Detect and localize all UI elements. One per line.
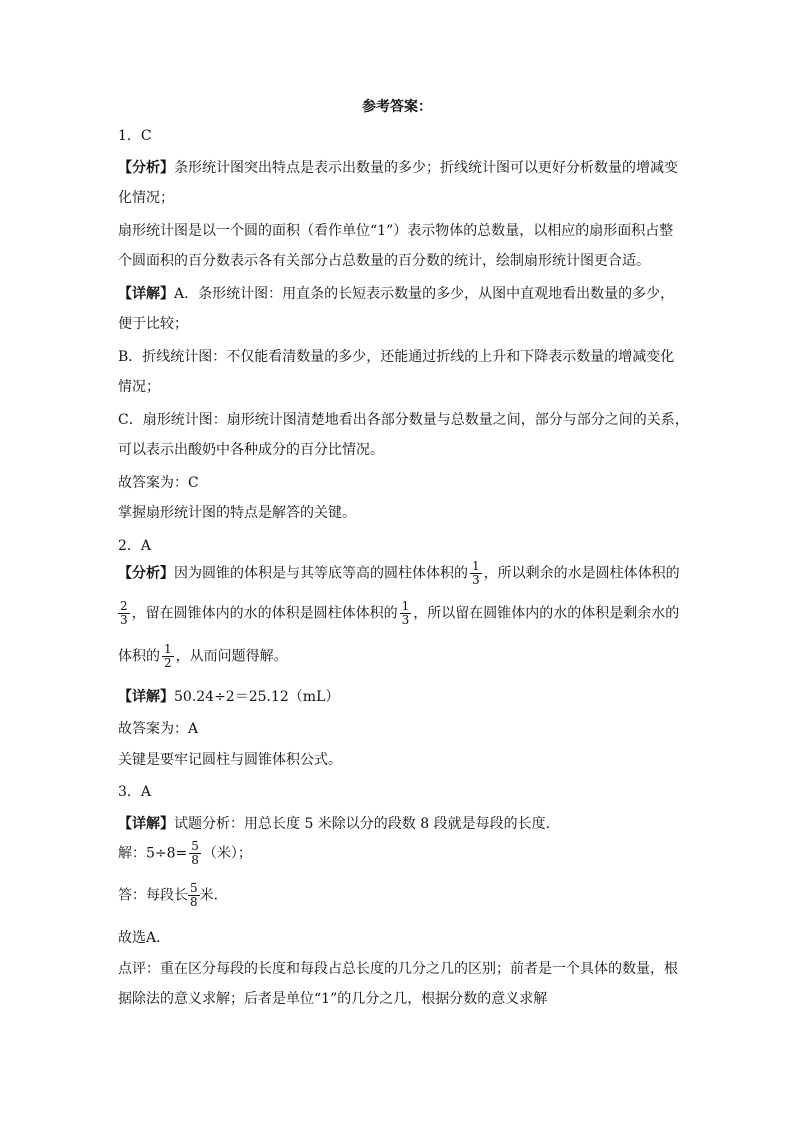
q3-detail-line	[118, 813, 560, 833]
q1-number: 1．C	[118, 128, 152, 144]
fraction-five-eighths: $\frac{5}{8}$	[191, 839, 199, 867]
q2-analysis-line	[118, 600, 679, 627]
q1-analysis-line: 扇形统计图是以一个圆的面积（看作单位“1”）表示物体的总数量，以相应的扇形面积占整	[118, 223, 674, 239]
page-title: 参考答案：	[362, 99, 432, 115]
q2-analysis-text: ，所以留在圆锥体内的水的体积是剩余水的	[413, 605, 680, 622]
q2-analysis-text: ，从而问题得解。	[175, 648, 288, 665]
q1-analysis-text: 条形统计图突出特点是表示出数量的多少；折线统计图可以更好分析数量的增减变	[174, 160, 678, 176]
q2-analysis-line	[118, 643, 288, 670]
fraction-one-half: $\frac{1}{2}$	[164, 642, 172, 670]
q1-detail-text: A．条形统计图：用直条的长短表示数量的多少，从图中直观地看出数量的多少，	[174, 286, 675, 302]
q3-comment-line: 据除法的意义求解；后者是单位“1”的几分之几，根据分数的意义求解	[118, 991, 548, 1007]
q2-analysis-line	[118, 560, 680, 587]
q3-answer-text: 米．	[199, 887, 228, 904]
fraction-one-third: $\frac{1}{3}$	[472, 559, 480, 587]
q1-detail-line: 便于比较；	[118, 316, 188, 332]
q2-analysis-text: ，所以剩余的水是圆柱体体积的	[483, 565, 680, 582]
detail-tag: 【详解】	[118, 816, 174, 832]
q2-analysis-text: 体积的	[118, 648, 160, 665]
q2-analysis-text: ，留在圆锥体内的水的体积是圆柱体体积的	[131, 605, 398, 622]
fraction-one-third: $\frac{1}{3}$	[401, 599, 410, 627]
q2-detail-text: 50.24÷2＝25.12（mL）	[174, 689, 340, 705]
q3-answer-text: 答：每段长	[118, 887, 188, 904]
q2-note: 关键是要牢记圆柱与圆锥体积公式。	[118, 752, 342, 768]
q1-detail-line: 可以表示出酸奶中各种成分的百分比情况。	[118, 442, 384, 458]
q1-detail-line: 情况；	[118, 379, 160, 395]
q3-number: 3．A	[118, 784, 152, 800]
q3-answer-line	[118, 882, 228, 909]
q3-comment-line: 点评：重在区分每段的长度和每段占总长度的几分之几的区别；前者是一个具体的数量，根	[118, 961, 678, 977]
q1-analysis-line	[118, 157, 678, 177]
detail-tag: 【详解】	[118, 286, 174, 302]
q3-solution-text: （米）；	[202, 845, 252, 862]
q2-answer: 故答案为：A	[118, 721, 199, 737]
q2-number: 2．A	[118, 538, 152, 554]
q1-note: 掌握扇形统计图的特点是解答的关键。	[118, 505, 356, 521]
q3-solution-line	[118, 840, 252, 867]
q2-detail-line	[118, 686, 339, 706]
q1-analysis-line: 化情况；	[118, 190, 174, 206]
q1-answer: 故答案为：C	[118, 475, 199, 491]
q1-detail-line: C．扇形统计图：扇形统计图清楚地看出各部分数量与总数量之间，部分与部分之间的关系，	[118, 412, 689, 428]
q1-detail-line: B．折线统计图：不仅能看清数量的多少，还能通过折线的上升和下降表示数量的增减变化	[118, 349, 675, 365]
q3-detail-text: 试题分析：用总长度 5 米除以分的段数 8 段就是每段的长度．	[174, 816, 560, 832]
q3-choice: 故选A．	[118, 930, 171, 946]
fraction-two-thirds: $\frac{2}{3}$	[120, 599, 128, 627]
analysis-tag: 【分析】	[118, 160, 174, 176]
q1-analysis-line: 个圆面积的百分数表示各有关部分占总数量的百分数的统计，绘制扇形统计图更合适。	[118, 253, 650, 269]
q2-analysis-text: 因为圆锥的体积是与其等底等高的圆柱体体积的	[174, 565, 468, 582]
q3-solution-text: 解：5÷8=	[118, 845, 188, 862]
analysis-tag: 【分析】	[118, 565, 174, 582]
fraction-five-eighths: $\frac{5}{8}$	[190, 881, 198, 909]
detail-tag: 【详解】	[118, 689, 174, 705]
q1-detail-line	[118, 283, 674, 303]
